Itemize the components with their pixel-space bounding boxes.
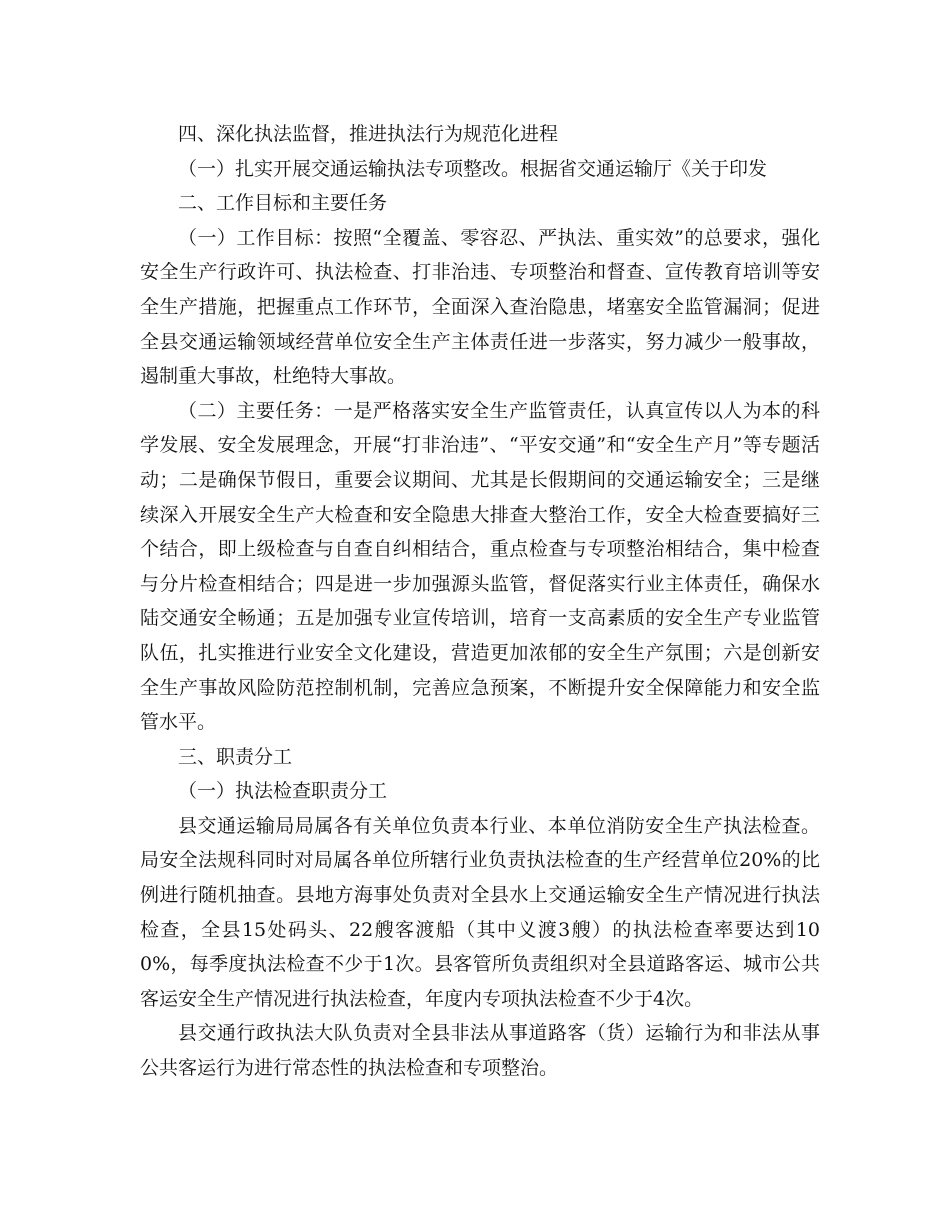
section-heading-4: 四、深化执法监督，推进执法行为规范化进程 <box>178 123 559 145</box>
paragraph-work-objectives: （一）工作目标：按照“全覆盖、零容忍、严执法、重实效”的总要求，强化安全生产行政许可、执法检查、打非治违、专项整治和督查、宣传教育培训等安全生产措施，把握重点工作环节，全面深入查治隐患，堵塞安全监管漏洞；促进全县交通运输领域经营单位安全生产主体责任进一步落实，努力减少一般事故，遏制重大事故，杜绝特大事故。 <box>140 226 820 388</box>
subsection-heading-inspection-duties: （一）执法检查职责分工 <box>178 780 388 803</box>
document-body <box>140 117 820 1086</box>
section-heading-2: 二、工作目标和主要任务 <box>178 192 388 215</box>
paragraph-main-tasks: （二）主要任务：一是严格落实安全生产监管责任，认真宣传以人为本的科学发展、安全发展理念，开展“打非治违”、“平安交通”和“安全生产月”等专题活动；二是确保节假日，重要会议期间、尤其是长假期间的交通运输安全；三是继续深入开展安全生产大检查和安全隐患大排查大整治工作，安全大检查要搞好三个结合，即上级检查与自查自纠相结合，重点检查与专项整治相结合，集中检查与分片检查相结合；四是进一步加强源头监管，督促落实行业主体责任，确保水陆交通安全畅通；五是加强专业宣传培训，培育一支高素质的安全生产专业监管队伍，扎实推进行业安全文化建设，营造更加浓郁的安全生产氛围；六是创新安全生产事故风险防范控制机制，完善应急预案，不断提升安全保障能力和安全监管水平。 <box>140 399 820 734</box>
subsection-heading-enforcement-rectification: （一）扎实开展交通运输执法专项整改。根据省交通运输厅《关于印发 <box>178 157 768 180</box>
paragraph-enforcement-brigade: 县交通行政执法大队负责对全县非法从事道路客（货）运输行为和非法从事公共客运行为进行常态性的执法检查和专项整治。 <box>140 1022 820 1080</box>
paragraph-inspection-duties: 县交通运输局局属各有关单位负责本行业、本单位消防安全生产执法检查。局安全法规科同时对局属各单位所辖行业负责执法检查的生产经营单位20%的比例进行随机抽查。县地方海事处负责对全县水上交通运输安全生产情况进行执法检查，全县15处码头、22艘客渡船（其中义渡3艘）的执法检查率要达到100%，每季度执法检查不少于1次。县客管所负责组织对全县道路客运、城市公共客运安全生产情况进行执法检查，年度内专项执法检查不少于4次。 <box>140 814 820 1010</box>
section-heading-3: 三、职责分工 <box>178 745 293 768</box>
